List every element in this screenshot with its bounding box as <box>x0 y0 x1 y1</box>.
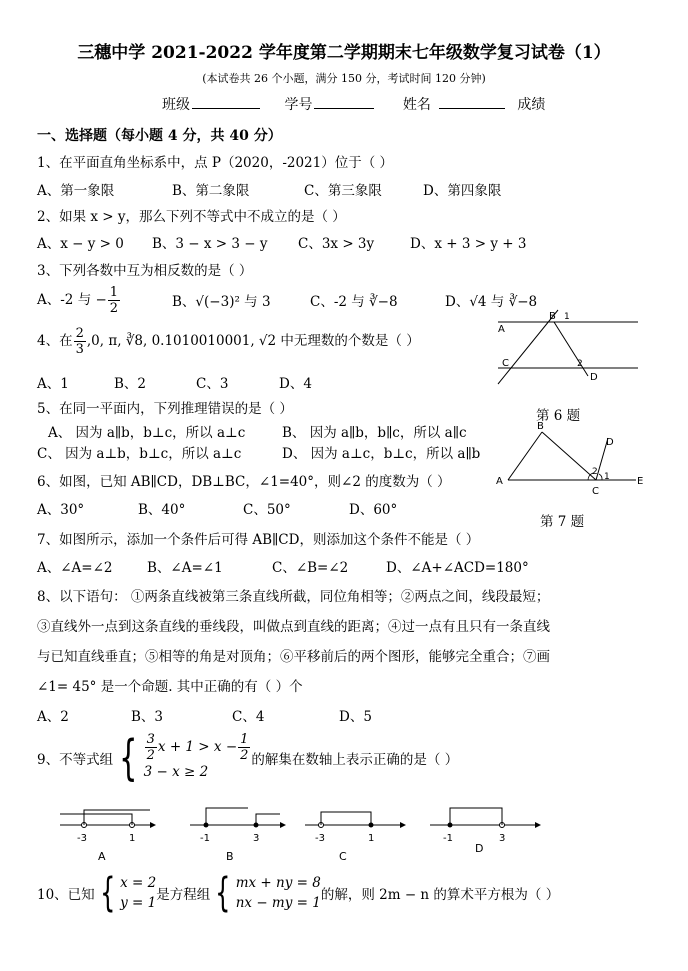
number-line-d[interactable] <box>430 808 541 855</box>
line-middle: x + 1 > x − <box>157 739 238 756</box>
q1-option-b[interactable]: B、第二象限 <box>172 183 250 199</box>
tick-label: 3 <box>253 833 260 844</box>
q5-option-c[interactable]: C、 因为 a⊥b，b⊥c，所以 a⊥c <box>37 446 242 462</box>
page-title: 三穗中学 2021-2022 学年度第二学期期末七年级数学复习试卷（1） <box>77 43 611 63</box>
info-line <box>162 94 545 114</box>
q8-line-2: ③直线外一点到这条直线的垂线段，叫做点到直线的距离；④过一点有且只有一条直线 <box>37 619 550 635</box>
q8-option-d[interactable]: D、5 <box>339 709 372 725</box>
q4-fraction <box>74 327 86 356</box>
q10-prefix: 10、已知 <box>37 887 95 904</box>
section-title: 一、选择题（每小题 4 分，共 40 分） <box>37 128 282 144</box>
q2-option-a[interactable]: A、x − y > 0 <box>37 236 124 252</box>
tick-label: -3 <box>77 833 87 844</box>
q2-option-b[interactable]: B、3 − x > 3 − y <box>152 236 268 252</box>
number-line-c[interactable] <box>305 812 406 863</box>
q2-option-d[interactable]: D、x + 3 > y + 3 <box>410 236 527 252</box>
q5-stem: 5、在同一平面内，下列推理错误的是（ ） <box>37 401 293 417</box>
q3-option-a[interactable] <box>37 286 121 315</box>
q8-option-b[interactable]: B、3 <box>131 709 164 725</box>
fraction-numerator: 3 <box>146 732 155 747</box>
q9-prefix: 9、不等式组 <box>37 751 114 768</box>
q4-option-a[interactable]: A、1 <box>37 376 69 392</box>
q4-stem <box>37 327 420 356</box>
q7-stem: 7、如图所示，添加一个条件后可得 AB∥CD，则添加这个条件不能是（ ） <box>37 532 480 548</box>
q2-option-c[interactable]: C、3x > 3y <box>298 236 375 252</box>
system-line-1: mx + ny = 8 <box>235 875 321 891</box>
fraction-denominator: 3 <box>75 342 84 357</box>
fig7-label-d: D <box>606 437 614 448</box>
id-blank[interactable] <box>314 108 374 109</box>
q3-stem: 3、下列各数中互为相反数的是（ ） <box>37 263 253 279</box>
q3-a-prefix: A、-2 与 − <box>37 292 107 308</box>
fraction <box>145 733 157 762</box>
id-label: 学号 <box>284 97 313 113</box>
fig6-label-d: D <box>590 372 598 383</box>
tick-label: 3 <box>499 833 506 844</box>
q8-option-c[interactable]: C、4 <box>232 709 265 725</box>
tick-label: -1 <box>443 833 453 844</box>
q10-suffix: 的解，则 2m − n 的算术平方根为（ ） <box>320 887 560 904</box>
name-blank[interactable] <box>439 108 505 109</box>
tick-label: 1 <box>129 833 136 844</box>
q3-option-b[interactable]: B、√(−3)² 与 3 <box>172 294 271 310</box>
q10-solution-system <box>95 870 157 917</box>
q4-prefix: 4、在 <box>37 333 73 349</box>
option-label-d: D <box>475 842 484 855</box>
q6-option-c[interactable]: C、50° <box>243 502 291 518</box>
fig6-label-b: B <box>549 311 556 322</box>
system-line-2: y = 1 <box>120 895 157 912</box>
q1-option-a[interactable]: A、第一象限 <box>37 183 115 199</box>
score-label: 成绩 <box>517 97 546 113</box>
left-brace-icon: { <box>119 729 138 786</box>
figure-6-parallel-lines <box>488 306 648 388</box>
fraction-denominator: 2 <box>240 748 249 763</box>
q6-option-d[interactable]: D、60° <box>349 502 398 518</box>
q7-option-d[interactable]: D、∠A+∠ACD=180° <box>386 560 529 576</box>
system-lines <box>120 873 156 914</box>
fig7-label-c: C <box>592 486 599 497</box>
q8-option-a[interactable]: A、2 <box>37 709 69 725</box>
q1-option-d[interactable]: D、第四象限 <box>423 183 502 199</box>
q9-suffix: 的解集在数轴上表示正确的是（ ） <box>251 751 459 768</box>
option-label-b: B <box>226 850 234 863</box>
q7-option-c[interactable]: C、∠B=∠2 <box>272 560 349 576</box>
fraction <box>238 733 250 762</box>
q8-line-3: 与已知直线垂直；⑤相等的角是对顶角；⑥平移前后的两个图形，能够完全重合；⑦画 <box>37 649 550 665</box>
tick-label: -1 <box>200 833 210 844</box>
tick-label: -3 <box>315 833 325 844</box>
q3-option-d[interactable]: D、√4 与 ∛−8 <box>445 294 538 310</box>
fig7-label-b: B <box>537 421 544 432</box>
q1-stem: 1、在平面直角坐标系中，点 P（2020，-2021）位于（ ） <box>37 155 394 171</box>
option-label-c: C <box>339 850 347 863</box>
class-label: 班级 <box>162 97 190 113</box>
q8-line-4: ∠1= 45° 是一个命题. 其中正确的有（ ）个 <box>37 679 303 695</box>
q10-stem <box>37 870 560 917</box>
q6-stem: 6、如图，已知 AB∥CD，DB⊥BC，∠1=40°，则∠2 的度数为（ ） <box>37 474 451 490</box>
q7-option-b[interactable]: B、∠A=∠1 <box>147 560 223 576</box>
q4-option-c[interactable]: C、3 <box>196 376 229 392</box>
figure-6-caption: 第 6 题 <box>536 408 581 424</box>
figure-7-triangle <box>492 418 652 500</box>
number-line-b[interactable] <box>190 808 286 863</box>
q1-option-c[interactable]: C、第三象限 <box>304 183 382 199</box>
system-line-1 <box>144 733 252 762</box>
left-brace-icon: { <box>215 870 231 917</box>
system-lines <box>144 733 252 782</box>
figure-7-caption: 第 7 题 <box>540 514 585 530</box>
fig6-label-c: C <box>502 358 509 369</box>
tick-label: 1 <box>368 833 375 844</box>
fraction-numerator: 2 <box>75 326 84 341</box>
number-line-a[interactable] <box>60 810 156 863</box>
q10-equation-system <box>210 870 321 917</box>
fig7-label-a: A <box>496 476 503 487</box>
fraction-numerator: 1 <box>109 285 119 300</box>
left-brace-icon: { <box>99 870 116 917</box>
fraction-denominator: 2 <box>146 748 155 763</box>
name-label: 姓名 <box>402 97 431 113</box>
fraction-numerator: 1 <box>240 732 249 747</box>
fraction-denominator: 2 <box>109 301 119 316</box>
q8-line-1: 8、以下语句： ①两条直线被第三条直线所截，同位角相等；②两点之间，线段最短； <box>37 589 550 605</box>
q3-option-c[interactable]: C、-2 与 ∛−8 <box>310 294 398 310</box>
class-blank[interactable] <box>192 108 260 109</box>
q9-stem <box>37 729 459 786</box>
fig7-label-2: 2 <box>592 467 598 477</box>
fig7-label-1: 1 <box>604 472 610 482</box>
q4-suffix: ,0, π, ∛8, 0.1010010001, √2 中无理数的个数是（ ） <box>86 333 420 349</box>
fig6-label-a: A <box>498 324 505 335</box>
q4-option-d[interactable]: D、4 <box>279 376 312 392</box>
q3-a-fraction <box>108 286 120 315</box>
q7-option-a[interactable]: A、∠A=∠2 <box>37 560 113 576</box>
q5-option-b[interactable]: B、 因为 a∥b，b∥c，所以 a∥c <box>282 425 467 441</box>
system-line-2: nx − my = 1 <box>235 895 321 912</box>
system-lines <box>236 873 321 914</box>
q6-option-a[interactable]: A、30° <box>37 502 85 518</box>
system-line-2: 3 − x ≥ 2 <box>143 764 209 780</box>
fig6-label-2: 2 <box>577 359 583 369</box>
exam-note: (本试卷共 26 个小题，满分 150 分，考试时间 120 分钟) <box>202 72 486 85</box>
q2-stem: 2、如果 x > y，那么下列不等式中不成立的是（ ） <box>37 209 346 225</box>
q10-middle: 是方程组 <box>156 887 211 904</box>
fig7-label-e: E <box>637 476 644 487</box>
fig6-label-1: 1 <box>564 312 570 322</box>
system-line-1: x = 2 <box>120 875 157 891</box>
q5-option-d[interactable]: D、 因为 a⊥c，b⊥c，所以 a∥b <box>282 446 481 462</box>
q4-option-b[interactable]: B、2 <box>114 376 147 392</box>
q9-inequality-system <box>113 729 251 786</box>
q9-number-lines <box>60 800 660 866</box>
q6-option-b[interactable]: B、40° <box>138 502 186 518</box>
q5-option-a[interactable]: A、 因为 a∥b，b⊥c，所以 a⊥c <box>48 425 246 441</box>
option-label-a: A <box>98 850 106 863</box>
